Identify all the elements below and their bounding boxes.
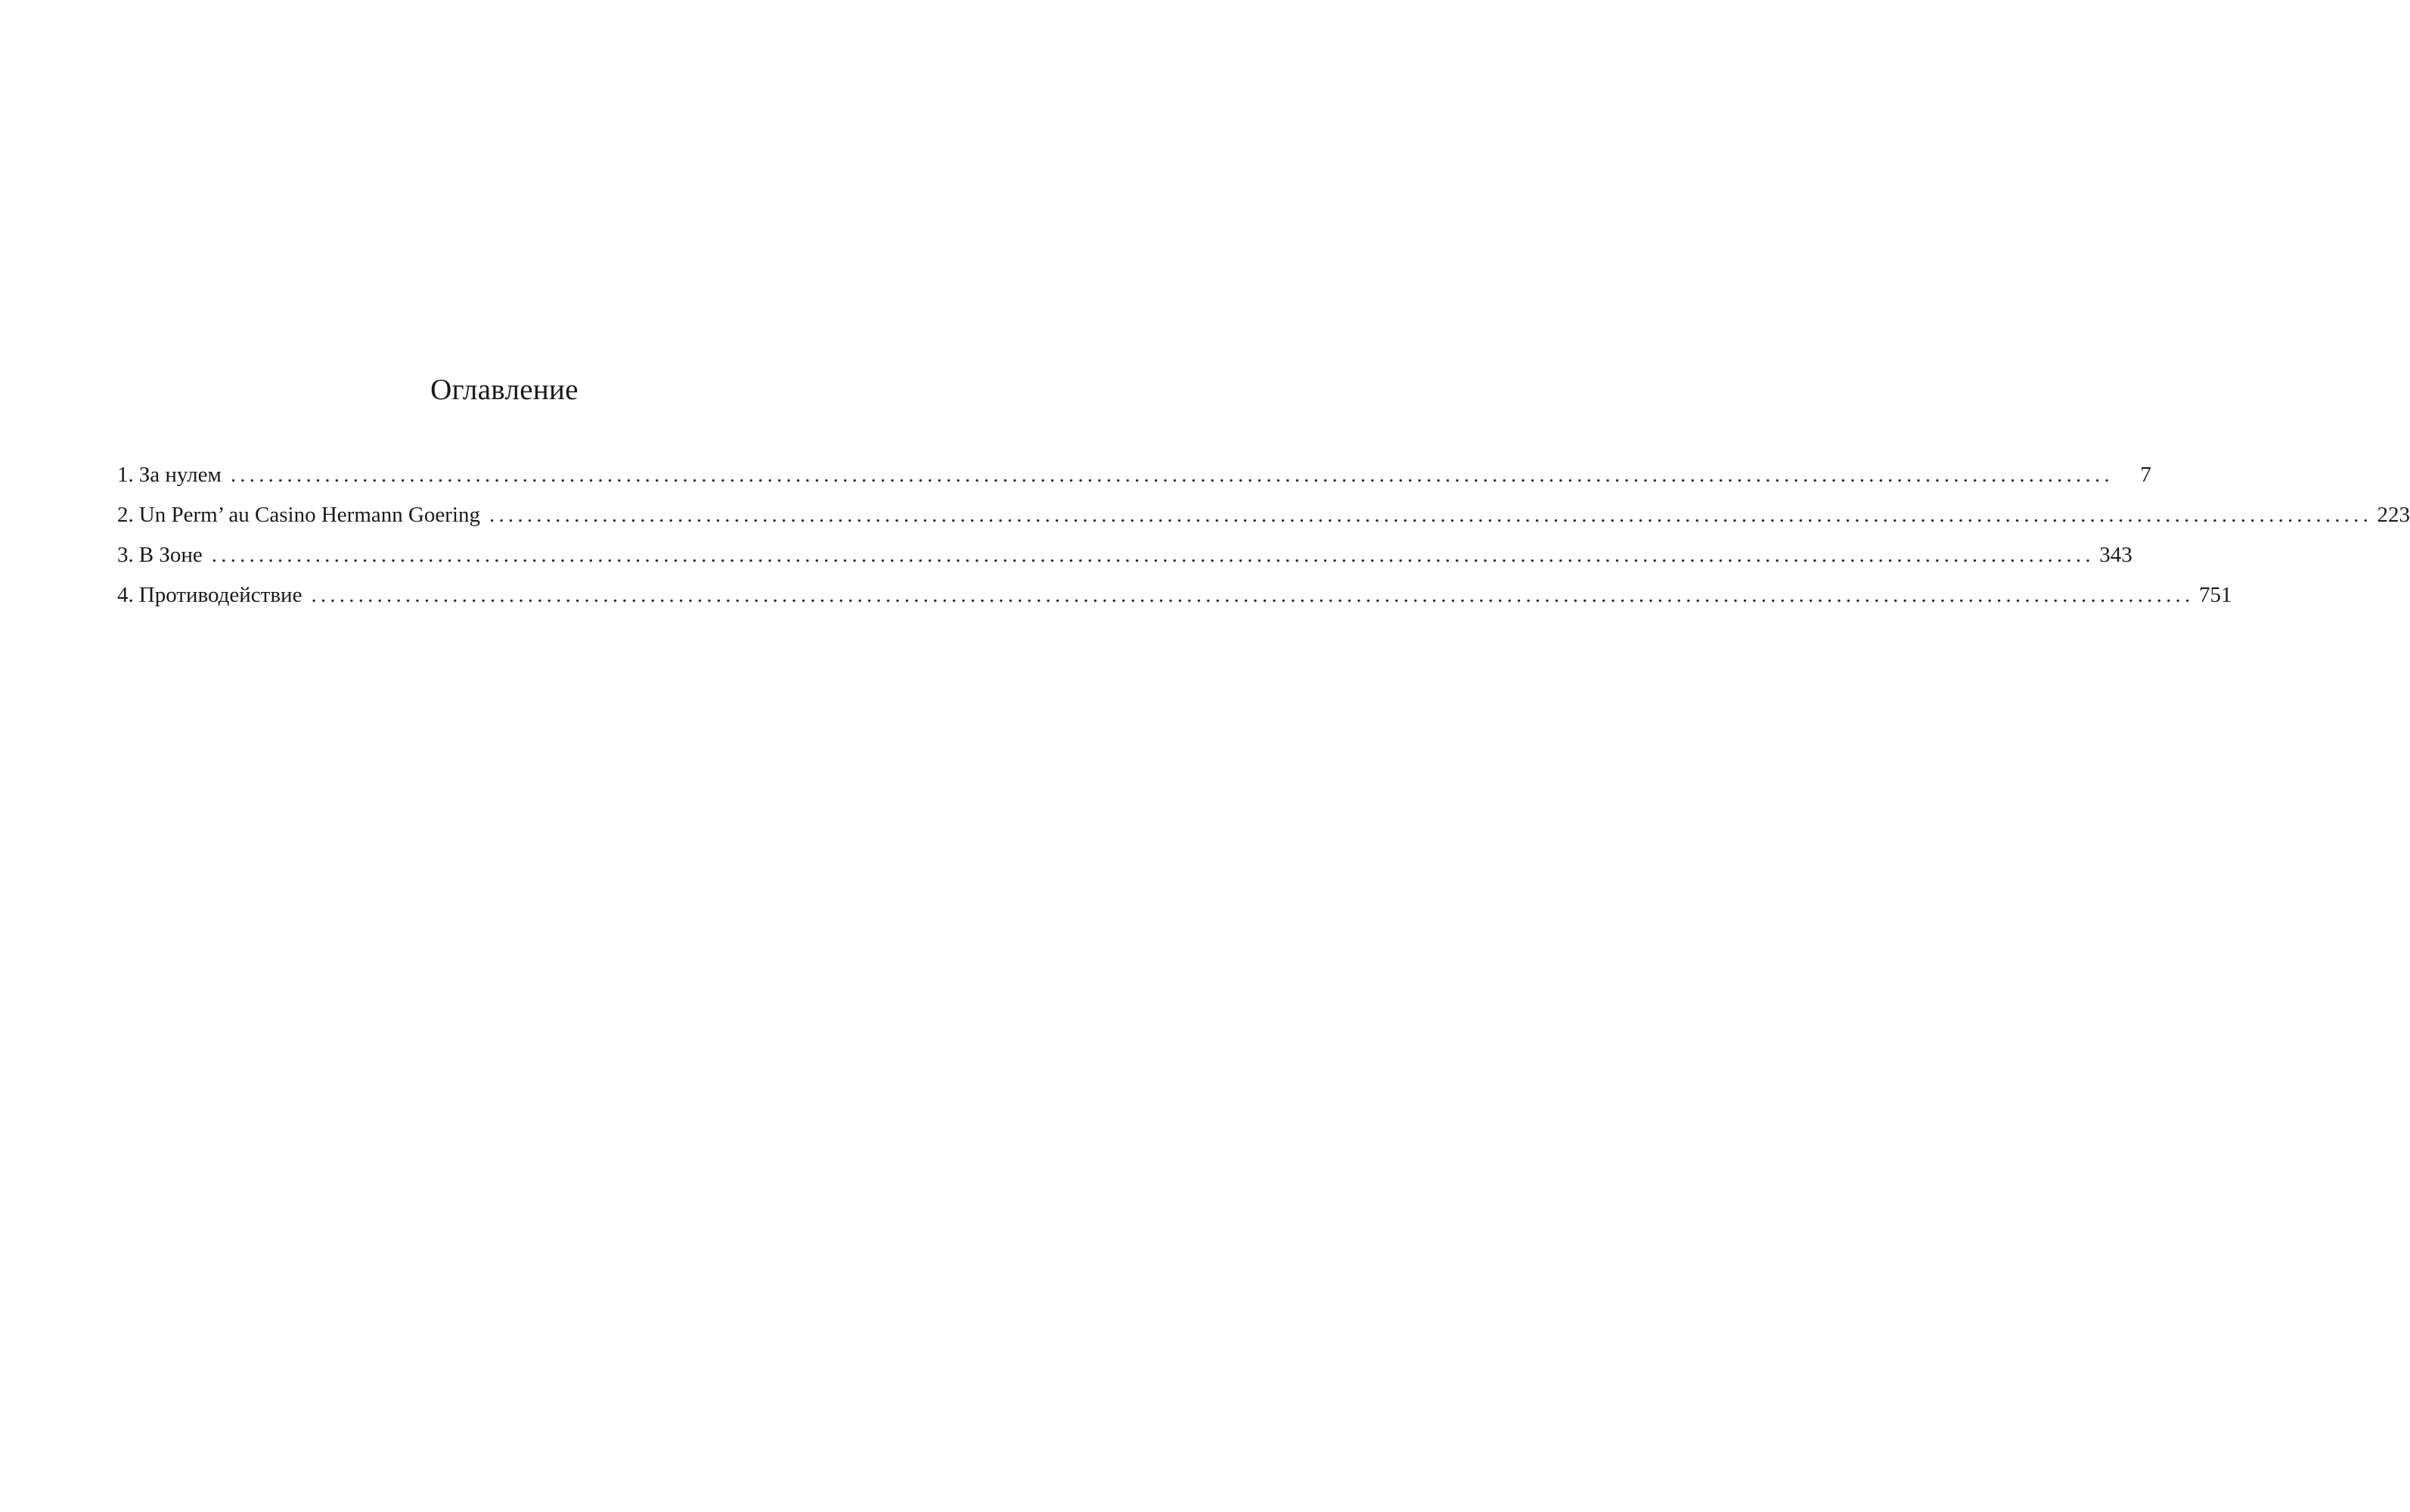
entry-number: 4. <box>117 583 134 607</box>
dot-leader: ........................................................................................................................................................................................................ <box>230 463 2114 487</box>
entry-page-number: 343 <box>2099 543 2132 567</box>
entry-number: 3. <box>117 543 134 567</box>
toc-title: Оглавление <box>430 373 578 406</box>
entry-title: В Зоне <box>138 543 203 567</box>
table-of-contents <box>117 369 2410 615</box>
entry-title: Противодействие <box>138 583 302 607</box>
entry-page-number: 7 <box>2140 463 2151 487</box>
dot-leader: ........................................................................................................................................................................................................ <box>211 543 2095 567</box>
entry-number: 1. <box>117 463 134 487</box>
toc-entry[interactable] <box>117 535 2132 575</box>
dot-leader: ........................................................................................................................................................................................................ <box>311 583 2194 607</box>
entry-number: 2. <box>117 503 134 527</box>
entry-title: Un Perm’ au Casino Hermann Goering <box>138 503 481 527</box>
entry-page-number: 751 <box>2198 583 2232 607</box>
dot-leader: ........................................................................................................................................................................................................ <box>489 503 2373 527</box>
toc-entry[interactable] <box>117 495 2410 535</box>
toc-entry[interactable] <box>117 575 2232 615</box>
entry-title: За нулем <box>138 463 222 487</box>
entry-page-number: 223 <box>2377 503 2410 527</box>
toc-entry[interactable] <box>117 455 2151 495</box>
toc-list <box>117 455 2410 615</box>
